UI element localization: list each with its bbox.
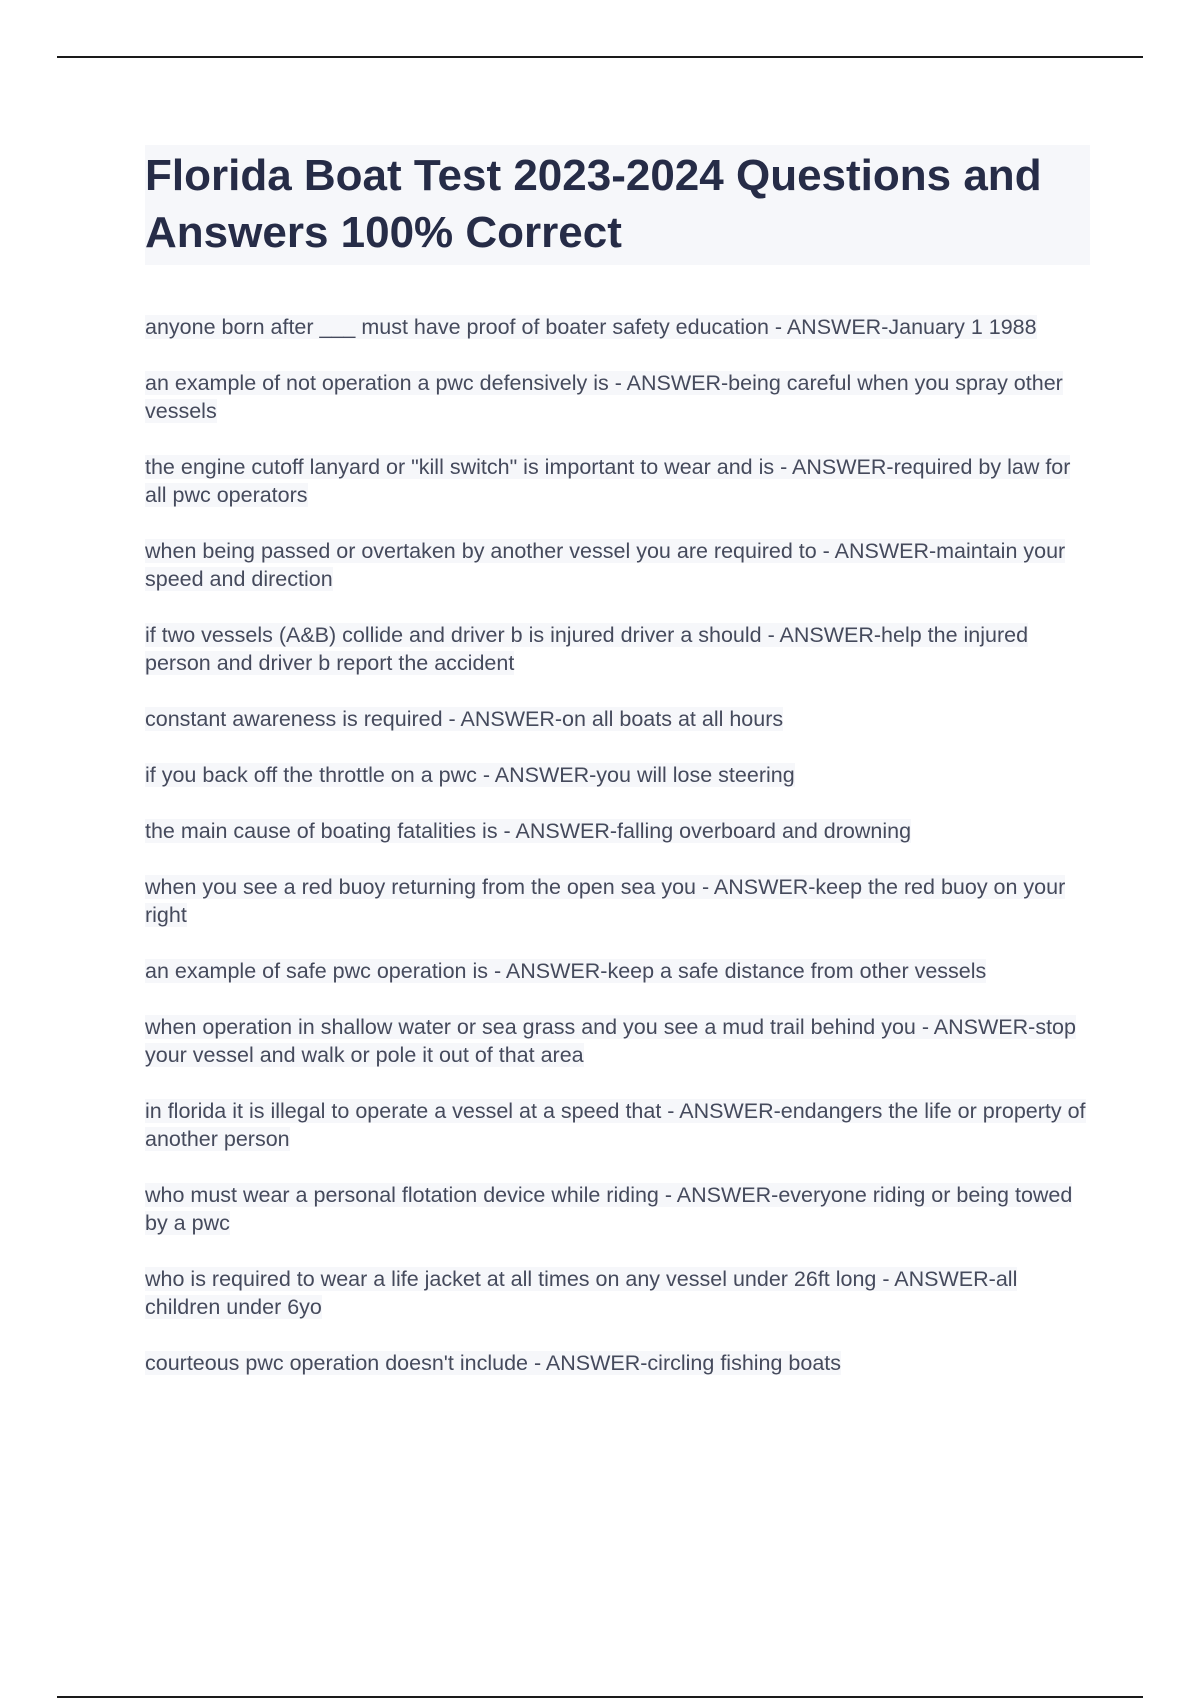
- qa-item: [145, 817, 1095, 845]
- qa-text: the engine cutoff lanyard or "kill switch" is important to wear and is - ANSWER-required by law for all pwc operators: [145, 455, 1071, 507]
- qa-text: the main cause of boating fatalities is - ANSWER-falling overboard and drowning: [145, 819, 912, 843]
- qa-text: anyone born after ___ must have proof of boater safety education - ANSWER-January 1 1988: [145, 315, 1037, 339]
- qa-text: when operation in shallow water or sea grass and you see a mud trail behind you - ANSWER-stop your vessel and walk or pole it out of that area: [145, 1015, 1076, 1067]
- qa-text: constant awareness is required - ANSWER-on all boats at all hours: [145, 707, 784, 731]
- qa-item: [145, 1265, 1095, 1321]
- qa-text: an example of not operation a pwc defensively is - ANSWER-being careful when you spray other vessels: [145, 371, 1063, 423]
- qa-text: who is required to wear a life jacket at all times on any vessel under 26ft long - ANSWER-all children under 6yo: [145, 1267, 1018, 1319]
- qa-text: if two vessels (A&B) collide and driver b is injured driver a should - ANSWER-help the injured person and driver b report the accident: [145, 623, 1029, 675]
- qa-item: [145, 873, 1095, 929]
- top-rule: [57, 56, 1143, 58]
- qa-item: [145, 1097, 1095, 1153]
- bottom-rule: [57, 1696, 1143, 1698]
- qa-text: who must wear a personal flotation device while riding - ANSWER-everyone riding or being towed by a pwc: [145, 1183, 1073, 1235]
- qa-item: [145, 957, 1095, 985]
- qa-item: [145, 313, 1095, 341]
- qa-item: [145, 453, 1095, 509]
- qa-item: [145, 705, 1095, 733]
- page-title: Florida Boat Test 2023-2024 Questions and Answers 100% Correct: [145, 151, 1042, 257]
- qa-text: when you see a red buoy returning from the open sea you - ANSWER-keep the red buoy on your right: [145, 875, 1066, 927]
- qa-item: [145, 1181, 1095, 1237]
- qa-text: an example of safe pwc operation is - ANSWER-keep a safe distance from other vessels: [145, 959, 987, 983]
- qa-item: [145, 1349, 1095, 1377]
- qa-item: [145, 537, 1095, 593]
- qa-item: [145, 369, 1095, 425]
- qa-text: if you back off the throttle on a pwc - ANSWER-you will lose steering: [145, 763, 795, 787]
- qa-item: [145, 761, 1095, 789]
- qa-text: when being passed or overtaken by another vessel you are required to - ANSWER-maintain your speed and direction: [145, 539, 1066, 591]
- qa-text: in florida it is illegal to operate a vessel at a speed that - ANSWER-endangers the life or property of another person: [145, 1099, 1086, 1151]
- qa-list: [145, 313, 1095, 1405]
- title-block: [145, 145, 1090, 265]
- qa-item: [145, 1013, 1095, 1069]
- qa-item: [145, 621, 1095, 677]
- qa-text: courteous pwc operation doesn't include - ANSWER-circling fishing boats: [145, 1351, 842, 1375]
